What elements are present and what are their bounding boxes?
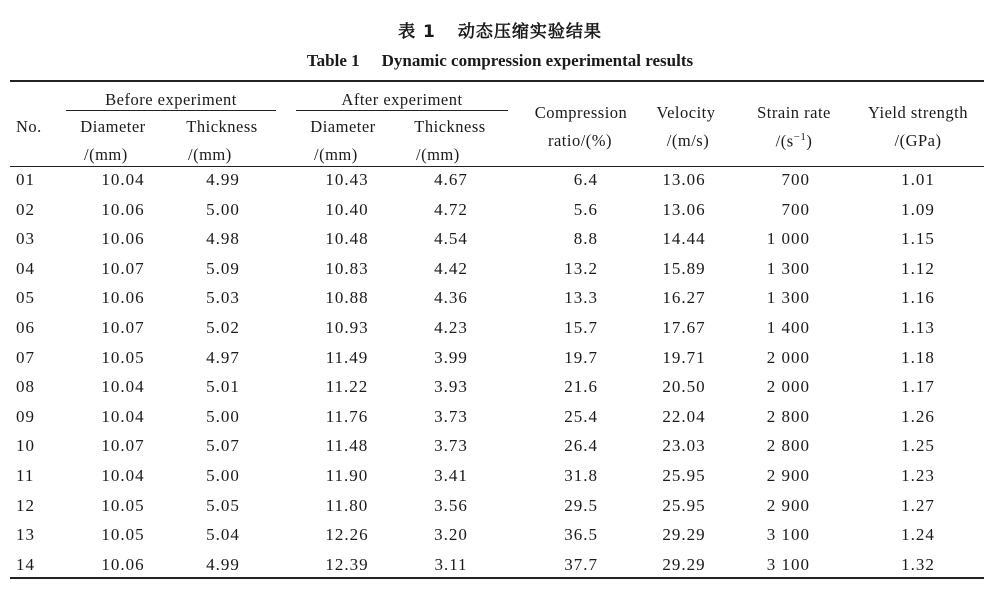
table-row: [0, 167, 1000, 197]
cell-strain-rate: 700: [781, 170, 810, 189]
cell-compression-ratio: 19.7: [564, 347, 598, 367]
cell-strain-rate: 1 300: [766, 258, 810, 278]
cell-compression-ratio: 36.5: [564, 525, 598, 545]
cell-before-thickness: 5.00: [206, 406, 240, 426]
cell-no: 09: [16, 406, 35, 426]
unit-before-thickness: /(mm): [188, 145, 232, 164]
cell-strain-rate: 3 100: [766, 554, 810, 574]
cell-after-thickness: 4.54: [434, 229, 468, 249]
cell-velocity: 16.27: [662, 288, 706, 308]
cell-strain-rate: 2 900: [766, 495, 810, 515]
cell-strain-rate: 2 000: [766, 377, 810, 397]
cell-yield-strength: 1.27: [901, 495, 935, 515]
cell-velocity: 25.95: [662, 495, 706, 515]
cell-no: 03: [16, 229, 35, 249]
cell-compression-ratio: 29.5: [564, 495, 598, 515]
cell-no: 08: [16, 377, 35, 397]
table-caption-english: [0, 51, 1000, 71]
cell-no: 13: [16, 525, 35, 545]
table-row: [0, 226, 1000, 256]
cell-compression-ratio: 6.4: [573, 170, 598, 189]
table-top-rule: [10, 80, 984, 82]
cell-velocity: 14.44: [662, 229, 706, 249]
cell-before-diameter: 10.06: [101, 229, 145, 249]
table-row: [0, 345, 1000, 375]
cell-velocity: 22.04: [662, 406, 706, 426]
cell-after-thickness: 4.42: [434, 258, 468, 278]
cell-after-thickness: 3.20: [434, 525, 468, 545]
cell-yield-strength: 1.24: [901, 525, 935, 545]
table-row: [0, 552, 1000, 582]
table-title-english: Dynamic compression experimental results: [381, 51, 694, 70]
header-compression: Compression: [534, 103, 628, 122]
header-velocity: Velocity: [656, 103, 716, 122]
cell-compression-ratio: 25.4: [564, 406, 598, 426]
cell-velocity: 20.50: [662, 377, 706, 397]
cell-after-diameter: 10.40: [325, 199, 369, 219]
cell-compression-ratio: 5.6: [573, 199, 598, 219]
cell-after-diameter: 10.83: [325, 258, 369, 278]
cell-no: 07: [16, 347, 35, 367]
table-row: [0, 433, 1000, 463]
header-strain-rate-unit: [760, 131, 828, 152]
table-row: [0, 404, 1000, 434]
table-body: [0, 167, 1000, 581]
cell-before-thickness: 5.02: [206, 317, 240, 337]
cell-compression-ratio: 21.6: [564, 377, 598, 397]
cell-no: 02: [16, 199, 35, 219]
table-row: [0, 493, 1000, 523]
cell-after-diameter: 10.88: [325, 288, 369, 308]
cell-before-thickness: 4.98: [206, 229, 240, 249]
cell-strain-rate: 2 800: [766, 436, 810, 456]
table-row: [0, 463, 1000, 493]
cell-compression-ratio: 26.4: [564, 436, 598, 456]
cell-after-thickness: 4.23: [434, 317, 468, 337]
cell-after-diameter: 10.43: [325, 170, 369, 189]
cell-before-diameter: 10.07: [101, 317, 145, 337]
header-after-diameter: Diameter: [310, 117, 376, 136]
before-group-underline: [66, 110, 276, 111]
header-before-diameter: Diameter: [80, 117, 146, 136]
cell-after-thickness: 3.56: [434, 495, 468, 515]
strain-unit-suffix: ): [806, 131, 813, 151]
cell-yield-strength: 1.13: [901, 317, 935, 337]
cell-no: 06: [16, 317, 35, 337]
strain-unit-exponent: −1: [793, 131, 807, 143]
cell-compression-ratio: 8.8: [573, 229, 598, 249]
table-title-chinese: 动态压缩实验结果: [457, 22, 602, 42]
cell-before-diameter: 10.05: [101, 495, 145, 515]
cell-before-diameter: 10.04: [101, 170, 145, 189]
header-after-thickness: Thickness: [414, 117, 486, 136]
cell-yield-strength: 1.01: [901, 170, 935, 189]
cell-yield-strength: 1.32: [901, 554, 935, 574]
cell-before-diameter: 10.04: [101, 377, 145, 397]
cell-yield-strength: 1.16: [901, 288, 935, 308]
cell-compression-ratio: 15.7: [564, 317, 598, 337]
cell-after-diameter: 10.93: [325, 317, 369, 337]
cell-velocity: 19.71: [662, 347, 706, 367]
cell-yield-strength: 1.09: [901, 199, 935, 219]
cell-after-diameter: 11.48: [325, 436, 369, 456]
cell-no: 04: [16, 258, 35, 278]
cell-before-thickness: 5.04: [206, 525, 240, 545]
table-row: [0, 285, 1000, 315]
cell-after-diameter: 11.49: [325, 347, 369, 367]
cell-before-diameter: 10.06: [101, 288, 145, 308]
table-row: [0, 315, 1000, 345]
cell-velocity: 17.67: [662, 317, 706, 337]
cell-compression-ratio: 13.2: [564, 258, 598, 278]
cell-strain-rate: 3 100: [766, 525, 810, 545]
cell-strain-rate: 2 800: [766, 406, 810, 426]
cell-before-diameter: 10.07: [101, 258, 145, 278]
cell-before-diameter: 10.05: [101, 347, 145, 367]
cell-yield-strength: 1.25: [901, 436, 935, 456]
cell-strain-rate: 1 300: [766, 288, 810, 308]
cell-after-thickness: 3.11: [434, 554, 468, 574]
cell-after-thickness: 3.73: [434, 436, 468, 456]
cell-no: 14: [16, 554, 35, 574]
cell-compression-ratio: 13.3: [564, 288, 598, 308]
cell-velocity: 29.29: [662, 554, 706, 574]
unit-after-thickness: /(mm): [416, 145, 460, 164]
header-velocity-unit: /(m/s): [666, 131, 710, 150]
cell-yield-strength: 1.18: [901, 347, 935, 367]
header-compression-unit: ratio/(%): [547, 131, 613, 150]
strain-unit-prefix: /(s: [775, 131, 794, 151]
cell-after-thickness: 3.99: [434, 347, 468, 367]
cell-before-thickness: 5.09: [206, 258, 240, 278]
cell-after-diameter: 10.48: [325, 229, 369, 249]
cell-strain-rate: 700: [781, 199, 810, 219]
unit-after-diameter: /(mm): [314, 145, 358, 164]
cell-after-diameter: 11.76: [325, 406, 369, 426]
header-before-experiment: Before experiment: [105, 90, 237, 109]
cell-after-diameter: 11.80: [325, 495, 369, 515]
cell-before-thickness: 4.99: [206, 554, 240, 574]
cell-before-thickness: 5.07: [206, 436, 240, 456]
header-before-thickness: Thickness: [186, 117, 258, 136]
cell-after-thickness: 3.93: [434, 377, 468, 397]
cell-yield-strength: 1.17: [901, 377, 935, 397]
table-label-chinese: 表 1: [398, 22, 436, 42]
cell-before-diameter: 10.06: [101, 199, 145, 219]
cell-after-thickness: 4.36: [434, 288, 468, 308]
cell-velocity: 13.06: [662, 199, 706, 219]
cell-after-diameter: 11.22: [325, 377, 369, 397]
cell-after-thickness: 4.67: [434, 170, 468, 189]
header-no: No.: [16, 117, 42, 136]
cell-after-diameter: 12.26: [325, 525, 369, 545]
cell-yield-strength: 1.26: [901, 406, 935, 426]
cell-velocity: 23.03: [662, 436, 706, 456]
cell-before-thickness: 4.99: [206, 170, 240, 189]
cell-no: 10: [16, 436, 35, 456]
cell-before-thickness: 5.00: [206, 465, 240, 485]
cell-before-diameter: 10.04: [101, 406, 145, 426]
cell-no: 12: [16, 495, 35, 515]
cell-yield-strength: 1.12: [901, 258, 935, 278]
header-after-experiment: After experiment: [341, 90, 463, 109]
cell-strain-rate: 2 000: [766, 347, 810, 367]
cell-strain-rate: 1 000: [766, 229, 810, 249]
cell-velocity: 29.29: [662, 525, 706, 545]
after-group-underline: [296, 110, 508, 111]
table-row: [0, 256, 1000, 286]
cell-before-diameter: 10.04: [101, 465, 145, 485]
table-caption-chinese: [0, 17, 1000, 42]
cell-before-thickness: 5.03: [206, 288, 240, 308]
cell-yield-strength: 1.23: [901, 465, 935, 485]
cell-compression-ratio: 37.7: [564, 554, 598, 574]
cell-before-thickness: 5.01: [206, 377, 240, 397]
cell-no: 11: [16, 465, 35, 485]
table-row: [0, 522, 1000, 552]
table-row: [0, 197, 1000, 227]
cell-before-thickness: 5.00: [206, 199, 240, 219]
cell-velocity: 15.89: [662, 258, 706, 278]
header-yield-strength-unit: /(GPa): [894, 131, 942, 150]
cell-yield-strength: 1.15: [901, 229, 935, 249]
cell-strain-rate: 1 400: [766, 317, 810, 337]
cell-compression-ratio: 31.8: [564, 465, 598, 485]
cell-velocity: 13.06: [662, 170, 706, 189]
cell-after-diameter: 12.39: [325, 554, 369, 574]
unit-before-diameter: /(mm): [84, 145, 128, 164]
cell-before-diameter: 10.05: [101, 525, 145, 545]
cell-after-thickness: 3.41: [434, 465, 468, 485]
cell-strain-rate: 2 900: [766, 465, 810, 485]
cell-after-thickness: 3.73: [434, 406, 468, 426]
cell-before-thickness: 5.05: [206, 495, 240, 515]
header-yield-strength: Yield strength: [867, 103, 969, 122]
cell-before-thickness: 4.97: [206, 347, 240, 367]
cell-before-diameter: 10.07: [101, 436, 145, 456]
cell-after-thickness: 4.72: [434, 199, 468, 219]
cell-no: 01: [16, 170, 35, 189]
header-strain-rate: Strain rate: [757, 103, 831, 122]
cell-velocity: 25.95: [662, 465, 706, 485]
cell-before-diameter: 10.06: [101, 554, 145, 574]
cell-after-diameter: 11.90: [325, 465, 369, 485]
cell-no: 05: [16, 288, 35, 308]
table-row: [0, 374, 1000, 404]
table-label-english: Table 1: [306, 51, 360, 70]
